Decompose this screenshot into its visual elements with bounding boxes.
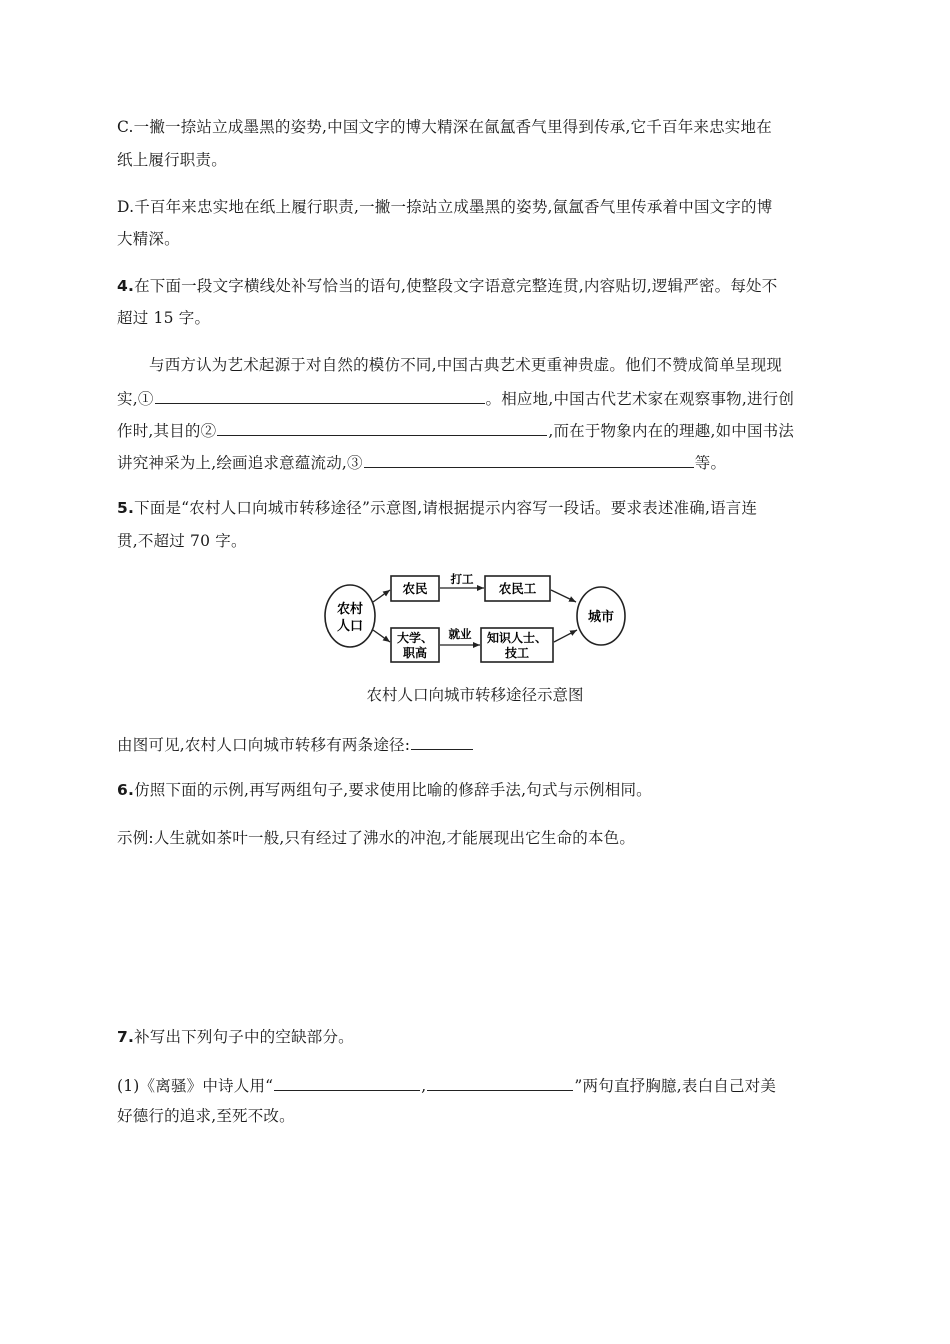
q7-s1-end: ”两句直抒胸臆,表白自己对美 (574, 1077, 777, 1095)
college-label-line2: 职高 (402, 646, 428, 660)
college-label-line1: 大学、 (396, 631, 434, 645)
q7-blank-1[interactable] (274, 1074, 420, 1091)
q7-blank-2[interactable] (427, 1074, 573, 1091)
q4-blank-2[interactable] (217, 419, 547, 436)
q4-passage-line1: 与西方认为艺术起源于对自然的模仿不同,中国古典艺术更重神贵虚。他们不赞成简单呈现现 (149, 356, 783, 374)
q5-stem-line1 (117, 498, 757, 518)
q4-blank-3[interactable] (364, 451, 694, 468)
employ-label: 就业 (448, 627, 472, 641)
q4-passage-line4 (117, 451, 726, 473)
migrant-worker-label: 农民工 (498, 581, 537, 596)
q4-passage-line2-start: 实,① (117, 390, 154, 408)
arrow-migrant-to-city (551, 590, 576, 602)
q4-text-line1: 在下面一段文字横线处补写恰当的语句,使整段文字语意完整连贯,内容贴切,逻辑严密。每处不 (134, 277, 778, 295)
q7-s1-start: (1)《离骚》中诗人用“ (117, 1077, 274, 1095)
q4-stem-line1 (117, 276, 777, 296)
q7-sentence1-line1 (117, 1074, 776, 1096)
farmer-label: 农民 (402, 581, 428, 596)
arrow-skilled-to-city (554, 630, 577, 642)
q4-passage-line3 (117, 419, 794, 441)
q6-number: 6. (117, 781, 135, 799)
q4-passage-line2-end: 。相应地,中国古代艺术家在观察事物,进行创 (485, 390, 795, 408)
q5-number: 5. (117, 499, 135, 517)
skilled-label-line1: 知识人士、 (486, 631, 548, 645)
q7-stem (117, 1027, 354, 1047)
q5-stem-line2: 贯,不超过 70 字。 (117, 532, 247, 550)
option-d-line1: D.千百年来忠实地在纸上履行职责,一撇一捺站立成墨黑的姿势,氤氲香气里传承着中国文字的博 (117, 198, 773, 216)
q7-s1-comma: , (421, 1077, 427, 1095)
q7-number: 7. (117, 1028, 135, 1046)
q7-sentence1-line2: 好德行的追求,至死不改。 (117, 1107, 295, 1125)
q6-stem (117, 780, 652, 800)
q4-blank-1[interactable] (155, 387, 485, 404)
rural-label-line1: 农村 (336, 602, 364, 617)
q6-text: 仿照下面的示例,再写两组句子,要求使用比喻的修辞手法,句式与示例相同。 (134, 781, 652, 799)
q4-number: 4. (117, 277, 135, 295)
arrow-rural-to-farmer (373, 590, 390, 602)
q4-passage-line4-start: 讲究神采为上,绘画追求意蕴流动,③ (117, 454, 363, 472)
option-d-line2: 大精深。 (117, 230, 180, 248)
arrow-rural-to-college (373, 630, 390, 642)
city-label: 城市 (587, 610, 615, 625)
migration-diagram (318, 568, 630, 668)
q5-answer-line (117, 733, 474, 755)
q4-passage-line4-end: 等。 (694, 454, 727, 472)
q7-text: 补写出下列句子中的空缺部分。 (134, 1028, 354, 1046)
q4-passage-line3-end: ,而在于物象内在的理趣,如中国书法 (548, 422, 795, 440)
option-c-line1: C.一撇一捺站立成墨黑的姿势,中国文字的博大精深在氤氲香气里得到传承,它千百年来忠实地在 (117, 118, 772, 136)
option-c-line2: 纸上履行职责。 (117, 151, 227, 169)
diagram-caption: 农村人口向城市转移途径示意图 (366, 686, 584, 704)
q5-answer-prompt: 由图可见,农村人口向城市转移有两条途径: (117, 736, 411, 754)
work-label: 打工 (450, 572, 474, 586)
q4-stem-line2: 超过 15 字。 (117, 309, 211, 327)
skilled-label-line2: 技工 (504, 646, 530, 660)
q6-example: 示例:人生就如茶叶一般,只有经过了沸水的冲泡,才能展现出它生命的本色。 (117, 829, 636, 847)
q5-text-line1: 下面是“农村人口向城市转移途径”示意图,请根据提示内容写一段话。要求表述准确,语言连 (134, 499, 758, 517)
q4-passage-line3-start: 作时,其目的② (117, 422, 217, 440)
rural-label-line2: 人口 (336, 619, 364, 634)
q5-answer-blank[interactable] (411, 733, 473, 750)
q4-passage-line2 (117, 387, 794, 409)
